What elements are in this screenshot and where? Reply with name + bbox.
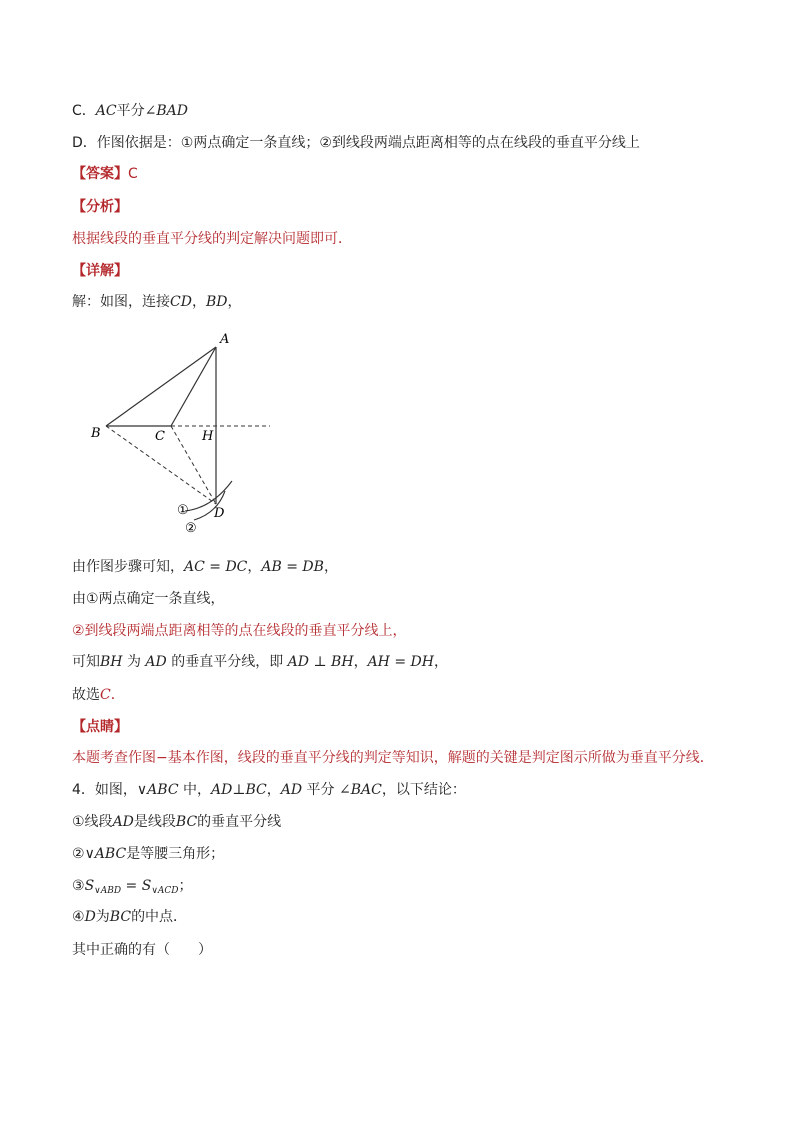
area-abd-subscript: ∨ABD bbox=[94, 886, 122, 896]
option-c-math: AC bbox=[95, 103, 117, 119]
q4-item-4-text-c: 的中点． bbox=[131, 909, 188, 925]
geometry-figure bbox=[82, 328, 282, 543]
perpendicular-ad-bh: AD ⊥ BH bbox=[287, 654, 354, 670]
step-1-text: 由作图步骤可知， bbox=[72, 559, 184, 575]
comment-label: 【点睛】 bbox=[72, 719, 128, 735]
q4-item-4 bbox=[72, 907, 187, 927]
answer-value: C bbox=[128, 166, 138, 182]
label-a: A bbox=[220, 332, 230, 347]
q4-intro-text-b: 中， bbox=[178, 782, 211, 798]
equals-sign: = bbox=[121, 878, 142, 894]
triangle-abc: ∨ABC bbox=[84, 846, 127, 862]
q4-item-1 bbox=[72, 812, 281, 832]
step-3: ②到线段两端点距离相等的点在线段的垂直平分线上， bbox=[72, 623, 407, 639]
q4-intro-text-end: ，以下结论： bbox=[381, 782, 466, 798]
segment-ad: AD bbox=[112, 814, 134, 830]
segment-bc: BC bbox=[175, 814, 198, 830]
separator-end: ， bbox=[433, 654, 448, 670]
option-c-prefix: C． bbox=[72, 103, 96, 119]
q4-item-1-text-a: ①线段 bbox=[72, 814, 113, 830]
separator: ， bbox=[191, 294, 206, 310]
label-b: B bbox=[91, 426, 101, 441]
option-c-mid: 平分 bbox=[116, 103, 145, 119]
area-acd: S bbox=[141, 878, 152, 894]
q4-item-1-text-c: 的垂直平分线 bbox=[197, 814, 282, 830]
separator: ， bbox=[247, 559, 262, 575]
q4-item-3 bbox=[72, 876, 193, 901]
option-c-angle: ∠BAD bbox=[144, 103, 188, 119]
q4-item-1-text-b: 是线段 bbox=[133, 814, 176, 830]
analysis-label: 【分析】 bbox=[72, 199, 128, 215]
comment-text: 本题考查作图−基本作图，线段的垂直平分线的判定等知识，解题的关键是判定图示所做为垂直平分线． bbox=[72, 750, 714, 766]
point-d: D bbox=[84, 909, 96, 925]
q4-item-2-number: ② bbox=[72, 846, 85, 862]
step-1 bbox=[72, 557, 338, 577]
step-5 bbox=[72, 685, 125, 705]
equation-ac-dc: AC = DC bbox=[184, 559, 248, 575]
segment-bh: BH bbox=[100, 654, 123, 670]
q4-item-4-number: ④ bbox=[72, 909, 85, 925]
option-c bbox=[72, 101, 188, 121]
step-2: 由①两点确定一条直线， bbox=[72, 591, 225, 607]
step-5-choice: C bbox=[100, 687, 111, 703]
step-4-text-c: 的垂直平分线，即 bbox=[166, 654, 288, 670]
analysis-text: 根据线段的垂直平分线的判定解决问题即可． bbox=[72, 231, 352, 247]
separator: ， bbox=[353, 654, 368, 670]
segment-ab bbox=[106, 347, 216, 426]
q4-item-3-number: ③ bbox=[72, 878, 85, 894]
segment-bd: BD bbox=[205, 294, 228, 310]
option-d: D．作图依据是：①两点确定一条直线；②到线段两端点距离相等的点在线段的垂直平分线上 bbox=[72, 135, 640, 151]
q4-item-2 bbox=[72, 844, 224, 864]
triangle-abc: ∨ABC bbox=[136, 782, 179, 798]
arc-1 bbox=[185, 481, 232, 511]
solution-intro bbox=[72, 292, 241, 312]
mark-circle-2: ② bbox=[185, 521, 197, 536]
label-h: H bbox=[202, 429, 214, 444]
area-abd: S bbox=[84, 878, 95, 894]
detail-label: 【详解】 bbox=[72, 263, 128, 279]
step-4 bbox=[72, 652, 448, 672]
q4-item-4-text-b: 为 bbox=[95, 909, 110, 925]
separator-end: ， bbox=[323, 559, 338, 575]
segment-ad: AD bbox=[145, 654, 167, 670]
label-c: C bbox=[155, 429, 165, 444]
q4-intro-text-a: 4．如图， bbox=[72, 782, 137, 798]
segment-ad: AD bbox=[280, 782, 303, 798]
answer-label: 【答案】 bbox=[72, 166, 128, 182]
separator-end: ， bbox=[227, 294, 242, 310]
separator-end: ； bbox=[178, 878, 193, 894]
angle-bac: ∠BAC bbox=[339, 782, 382, 798]
q4-item-2-text: 是等腰三角形； bbox=[126, 846, 225, 862]
label-d: D bbox=[214, 506, 225, 521]
step-4-text-b: 为 bbox=[122, 654, 146, 670]
q4-intro-text-c: 平分 bbox=[302, 782, 340, 798]
segment-bc: BC bbox=[109, 909, 132, 925]
segment-ac bbox=[171, 347, 216, 426]
answer-line bbox=[72, 164, 138, 184]
equation-ab-db: AB = DB bbox=[261, 559, 324, 575]
step-5-text: 故选 bbox=[72, 687, 100, 703]
segment-cd: CD bbox=[170, 294, 192, 310]
solution-intro-text: 解：如图，连接 bbox=[72, 294, 170, 310]
q4-intro bbox=[72, 780, 466, 800]
q4-question: 其中正确的有（ ） bbox=[72, 942, 212, 958]
mark-circle-1: ① bbox=[177, 503, 189, 518]
step-4-text-a: 可知 bbox=[72, 654, 100, 670]
equation-ah-dh: AH = DH bbox=[367, 654, 434, 670]
area-acd-subscript: ∨ACD bbox=[151, 886, 179, 896]
separator: ， bbox=[266, 782, 281, 798]
perpendicular-ad-bc: AD⊥BC bbox=[211, 782, 267, 798]
separator-end: ． bbox=[110, 687, 125, 703]
